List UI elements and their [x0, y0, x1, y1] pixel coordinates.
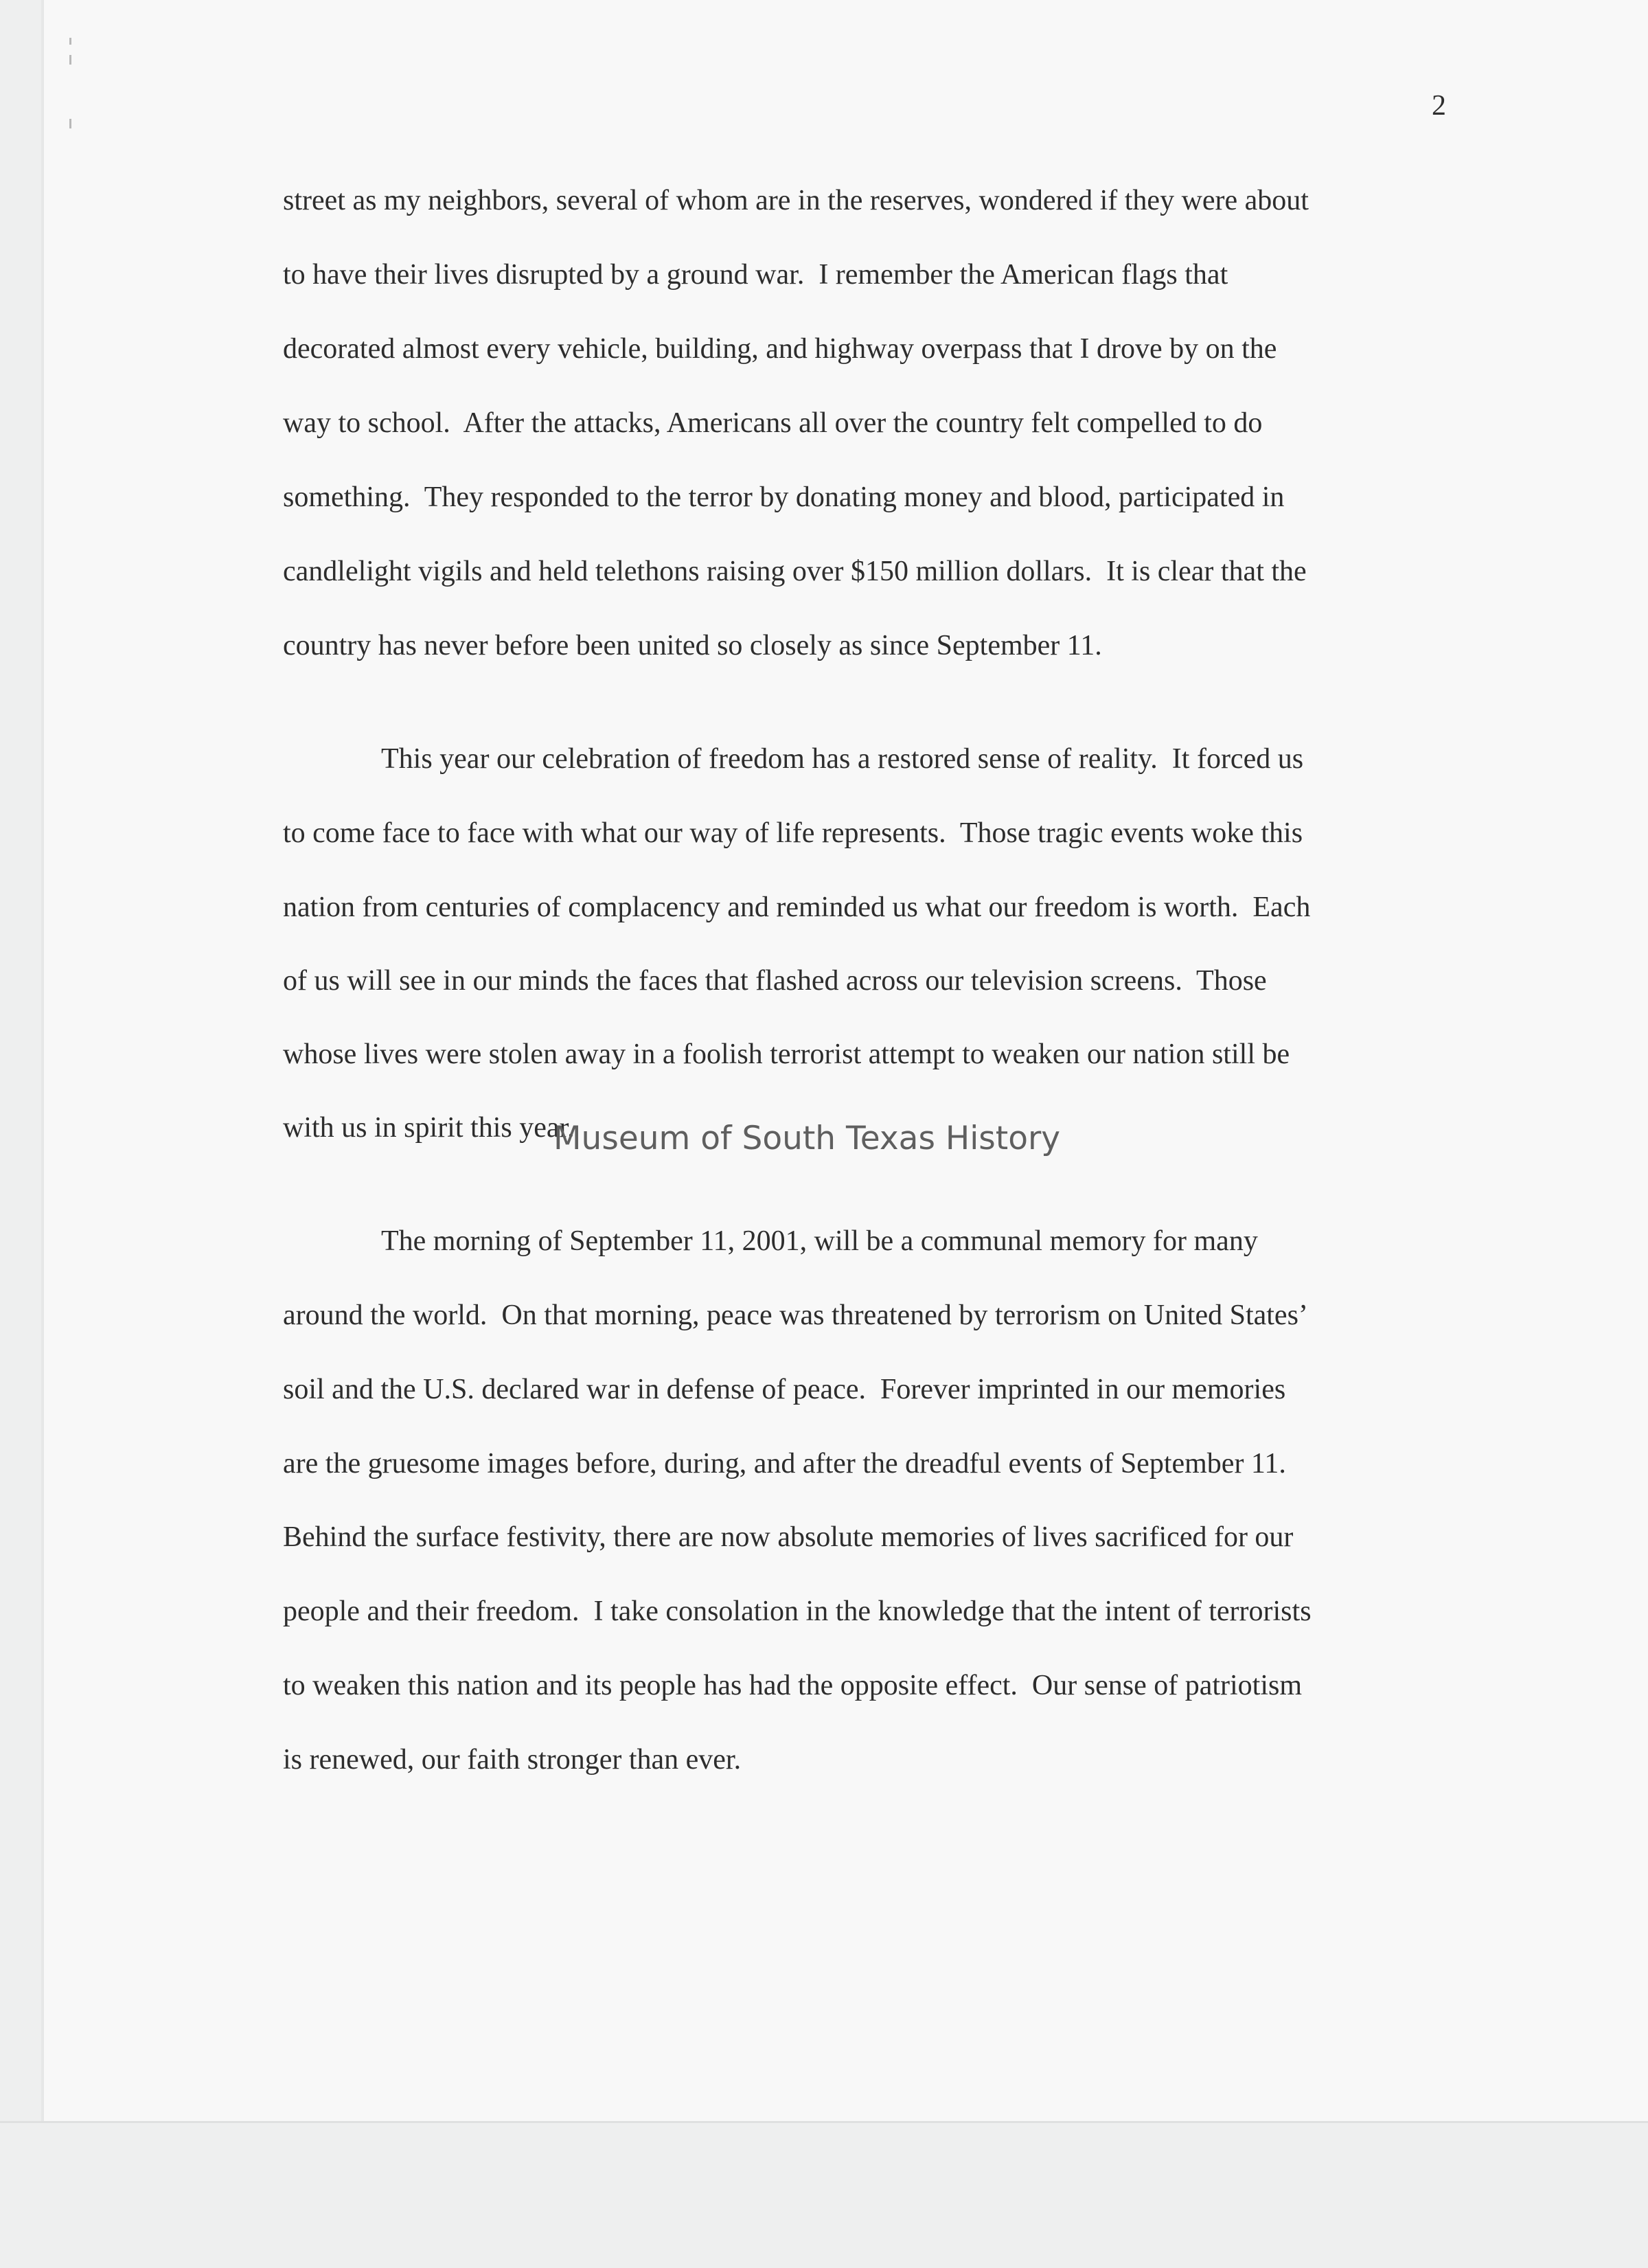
text-line: way to school. After the attacks, Americans all over the country felt compelled to do — [283, 407, 1263, 439]
text-line: around the world. On that morning, peace was threatened by terrorism on United States’ — [283, 1300, 1308, 1331]
text-line: candlelight vigils and held telethons raising over $150 million dollars. It is clear that the — [283, 556, 1307, 587]
text-line: are the gruesome images before, during, and after the dreadful events of September 11. — [283, 1448, 1286, 1479]
text-line: to weaken this nation and its people has had the opposite effect. Our sense of patriotism — [283, 1670, 1303, 1701]
scan-speck — [69, 38, 71, 45]
museum-watermark: Museum of South Texas History — [553, 1120, 1061, 1157]
text-line: whose lives were stolen away in a foolish terrorist attempt to weaken our nation still be — [283, 1039, 1290, 1070]
text-line: soil and the U.S. declared war in defense of peace. Forever imprinted in our memories — [283, 1374, 1286, 1405]
scan-speck — [69, 119, 71, 128]
text-line: decorated almost every vehicle, building, and highway overpass that I drove by on the — [283, 333, 1277, 365]
text-line: to come face to face with what our way of life represents. Those tragic events woke this — [283, 817, 1303, 849]
text-line: is renewed, our faith stronger than ever. — [283, 1744, 742, 1776]
text-line: The morning of September 11, 2001, will be a communal memory for many — [381, 1225, 1258, 1257]
text-line: This year our celebration of freedom has a restored sense of reality. It forced us — [381, 743, 1304, 775]
text-line: with us in spirit this year. — [283, 1112, 575, 1144]
text-line: to have their lives disrupted by a ground war. I remember the American flags that — [283, 259, 1228, 291]
text-line: something. They responded to the terror by donating money and blood, participated in — [283, 481, 1285, 513]
scan-speck — [69, 55, 71, 65]
text-line: people and their freedom. I take consolation in the knowledge that the intent of terrorists — [283, 1596, 1312, 1627]
text-line: street as my neighbors, several of whom are in the reserves, wondered if they were about — [283, 185, 1309, 216]
page-number: 2 — [1432, 90, 1446, 122]
text-line: of us will see in our minds the faces that flashed across our television screens. Those — [283, 965, 1267, 997]
text-line: nation from centuries of complacency and reminded us what our freedom is worth. Each — [283, 892, 1311, 923]
page-bottom-edge — [0, 2121, 1648, 2123]
text-line: Behind the surface festivity, there are now absolute memories of lives sacrificed for our — [283, 1521, 1294, 1553]
text-line: country has never before been united so closely as since September 11. — [283, 630, 1102, 661]
